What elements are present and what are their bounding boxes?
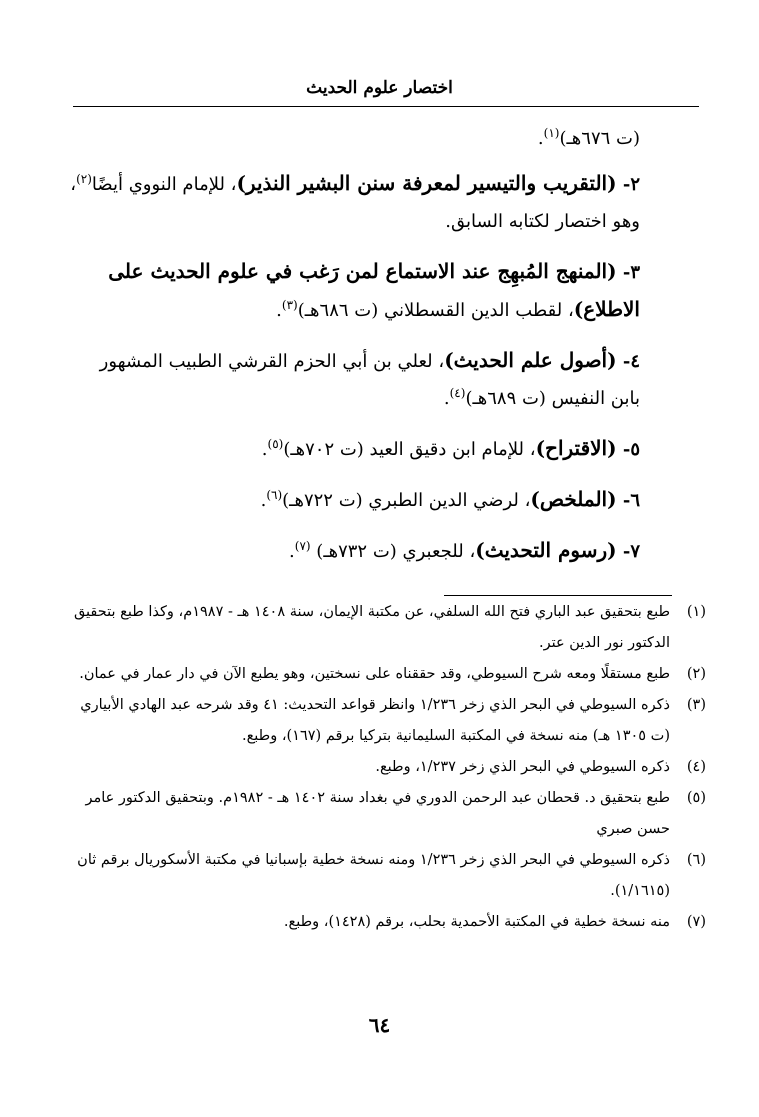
item-number: ٢- <box>616 174 640 195</box>
header-divider <box>73 106 699 107</box>
list-item-5 <box>70 430 640 468</box>
footnotes <box>70 597 706 938</box>
footnote-number: (٦) <box>686 852 706 868</box>
item-end: . <box>276 300 282 321</box>
footnote-number: (١) <box>686 604 706 620</box>
item-text: ، لرضي الدين الطبري (ت ٧٢٢هـ) <box>282 490 531 511</box>
item-text: ، للإمام ابن دقيق العيد (ت ٧٠٢هـ) <box>283 439 536 460</box>
running-header-title: اختصار علوم الحديث <box>306 78 453 98</box>
footnote-text: ذكره السيوطي في البحر الذي زخر ١/٢٣٦ ومنه نسخة خطية بإسبانيا في مكتبة الأسكوريال برقم ثان (١/١٦١٥). <box>77 852 670 899</box>
footnote-number: (٢) <box>686 666 706 682</box>
footnote-4 <box>70 752 706 783</box>
list-item-2 <box>70 165 640 240</box>
footnote-number: (٥) <box>686 790 706 806</box>
item-text: ، لقطب الدين القسطلاني (ت ٦٨٦هـ) <box>297 300 574 321</box>
book-title: (الملخص) <box>530 487 617 511</box>
footnote-separator <box>444 595 672 596</box>
footnote-ref-4[interactable]: (٤) <box>449 386 466 400</box>
item-number: ٥- <box>616 439 640 460</box>
footnote-text: طبع بتحقيق عبد الباري فتح الله السلفي، عن مكتبة الإيمان، سنة ١٤٠٨ هـ - ١٩٨٧م، وكذا طبع بتحقيق الدكتور نور الدين عتر. <box>73 604 670 651</box>
item-text: ، لعلي بن أبي الحزم القرشي الطبيب المشهور بابن النفيس (ت ٦٨٩هـ) <box>99 351 640 409</box>
footnote-2 <box>70 659 706 690</box>
book-title: (رسوم التحديث) <box>475 538 617 562</box>
footnote-number: (٧) <box>686 914 706 930</box>
item-text: ، للجعبري (ت ٧٣٢هـ) <box>310 541 476 562</box>
footnote-6 <box>70 845 706 907</box>
item-end: . <box>260 490 267 511</box>
footnote-ref-1[interactable]: (١) <box>543 126 560 140</box>
footnote-1 <box>70 597 706 659</box>
footnote-7 <box>70 907 706 938</box>
item-text: ، للإمام النووي أيضًا <box>91 174 237 195</box>
footnote-number: (٣) <box>686 697 706 713</box>
list-item-3 <box>70 253 640 329</box>
footnote-text: ذكره السيوطي في البحر الذي زخر ١/٢٣٧، وطبع. <box>375 759 670 775</box>
footnote-3 <box>70 690 706 752</box>
footnote-ref-7[interactable]: (٧) <box>294 539 311 553</box>
book-title: (المنهج المُبهِج عند الاستماع لمن رَغب في علوم الحديث على الاطلاع) <box>108 259 640 321</box>
footnote-5 <box>70 783 706 845</box>
item-number: ٣- <box>616 262 640 283</box>
footnote-ref-6[interactable]: (٦) <box>266 488 283 502</box>
book-title: (الاقتراح) <box>535 436 617 460</box>
footnote-ref-2[interactable]: (٢) <box>76 172 92 186</box>
footnote-number: (٤) <box>686 759 706 775</box>
list-item-continuation <box>70 120 640 157</box>
footnote-text: طبع بتحقيق د. قحطان عبد الرحمن الدوري في بغداد سنة ١٤٠٢ هـ - ١٩٨٢م. وبتحقيق الدكتور عامر حسن صبري <box>85 790 670 837</box>
item-end: . <box>289 541 295 562</box>
list-item-4 <box>70 342 640 417</box>
list-item-7 <box>70 532 640 570</box>
book-title: (التقريب والتيسير لمعرفة سنن البشير النذير) <box>236 171 617 195</box>
main-text <box>70 120 640 583</box>
footnote-text: منه نسخة خطية في المكتبة الأحمدية بحلب، برقم (١٤٢٨)، وطبع. <box>283 914 670 930</box>
footnote-ref-5[interactable]: (٥) <box>267 437 284 451</box>
item-number: ٤- <box>616 351 640 372</box>
item-end: . <box>261 439 268 460</box>
book-title: (أصول علم الحديث) <box>444 348 617 372</box>
item-end: . <box>537 128 544 149</box>
footnote-text: ذكره السيوطي في البحر الذي زخر ١/٢٣٦ وانظر قواعد التحديث: ٤١ وقد شرحه عبد الهادي الأبياري (ت ١٣٠٥ هـ) منه نسخة في المكتبة السليمانية بتركيا برقم (١٦٧)، وطبع. <box>80 697 670 744</box>
footnote-ref-3[interactable]: (٣) <box>281 298 298 312</box>
list-item-6 <box>70 481 640 519</box>
item-end: ، وهو اختصار لكتابه السابق. <box>70 174 640 232</box>
item-number: ٧- <box>616 541 640 562</box>
item-number: ٦- <box>616 490 640 511</box>
item-end: . <box>443 388 450 409</box>
item-text: (ت ٦٧٦هـ) <box>559 128 640 149</box>
page-number: ٦٤ <box>368 1013 391 1037</box>
footnote-text: طبع مستقلًا ومعه شرح السيوطي، وقد حققناه على نسختين، وهو يطبع الآن في دار عمار في عمان. <box>79 666 670 682</box>
